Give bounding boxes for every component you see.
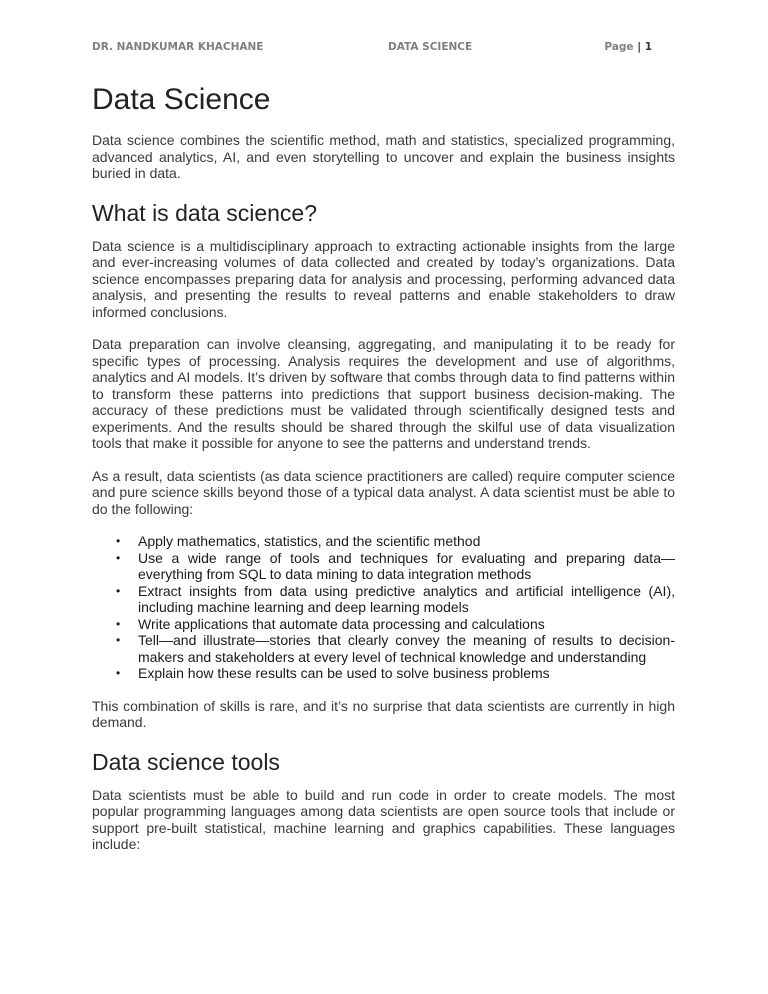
- page-number: 1: [644, 41, 652, 53]
- page-label: Page: [604, 41, 634, 53]
- skills-list: [92, 533, 675, 682]
- list-item-text: Tell—and illustrate—stories that clearly convey the meaning of results to decision-makers and stakeholders at every level of technical knowledge and understanding: [138, 632, 675, 665]
- bullet-icon: •: [116, 666, 121, 680]
- list-item-text: Write applications that automate data processing and calculations: [138, 615, 545, 632]
- list-item: [116, 632, 675, 665]
- bullet-icon: •: [116, 633, 121, 647]
- list-item: [116, 582, 675, 616]
- bullet-icon: •: [116, 616, 121, 631]
- paragraph: Data preparation can involve cleansing, aggregating, and manipulating it to be ready for specific types of processing. Analysis requires the development and use of algorithms, analytics and AI models. It’s driven by software that combs through data to find patterns within to transform these patterns into predictions that support business decision-making. The accuracy of these predictions must be validated through scientifically designed tests and experiments. And the results should be shared through the skilful use of data visualization tools that make it possible for anyone to see the patterns and understand trends.: [92, 336, 675, 451]
- list-item: [116, 533, 675, 550]
- header-page-number: [604, 41, 652, 53]
- bullet-icon: •: [116, 534, 121, 548]
- section-heading-what-is: What is data science?: [92, 199, 318, 226]
- page-title: Data Science: [92, 83, 271, 116]
- paragraph: Data scientists must be able to build and run code in order to create models. The most popular programming languages among data scientists are open source tools that include or support pre-built statistical, machine learning and graphics capabilities. These languages include:: [92, 786, 675, 852]
- bullet-icon: •: [116, 550, 121, 565]
- page-header: [92, 41, 652, 57]
- paragraph: This combination of skills is rare, and it’s no surprise that data scientists are currently in high demand.: [92, 697, 675, 730]
- intro-paragraph: Data science combines the scientific method, math and statistics, specialized programming, advanced analytics, AI, and even storytelling to uncover and explain the business insights buried in data.: [92, 132, 675, 181]
- list-item: [116, 549, 675, 583]
- document-body: [92, 80, 675, 869]
- paragraph: Data science is a multidisciplinary approach to extracting actionable insights from the large and ever-increasing volumes of data collected and created by today’s organizations. Data science encompasses preparing data for analysis and processing, performing advanced data analysis, and presenting the results to reveal patterns and enable stakeholders to draw informed conclusions.: [92, 237, 675, 320]
- header-pipe: |: [637, 41, 642, 53]
- header-subject: DATA SCIENCE: [388, 41, 473, 53]
- list-item-text: Explain how these results can be used to solve business problems: [138, 665, 550, 681]
- paragraph: As a result, data scientists (as data science practitioners are called) require computer science and pure science skills beyond those of a typical data analyst. A data scientist must be able to do the following:: [92, 467, 675, 517]
- list-item-text: Extract insights from data using predictive analytics and artificial intelligence (AI), including machine learning and deep learning models: [138, 582, 675, 615]
- header-author: DR. NANDKUMAR KHACHANE: [92, 41, 264, 53]
- list-item-text: Apply mathematics, statistics, and the scientific method: [138, 533, 481, 549]
- list-item: [116, 615, 675, 633]
- list-item-text: Use a wide range of tools and techniques for evaluating and preparing data—everything from SQL to data mining to data integration methods: [138, 549, 675, 582]
- section-heading-tools: Data science tools: [92, 748, 280, 775]
- list-item: [116, 665, 675, 682]
- bullet-icon: •: [116, 583, 121, 598]
